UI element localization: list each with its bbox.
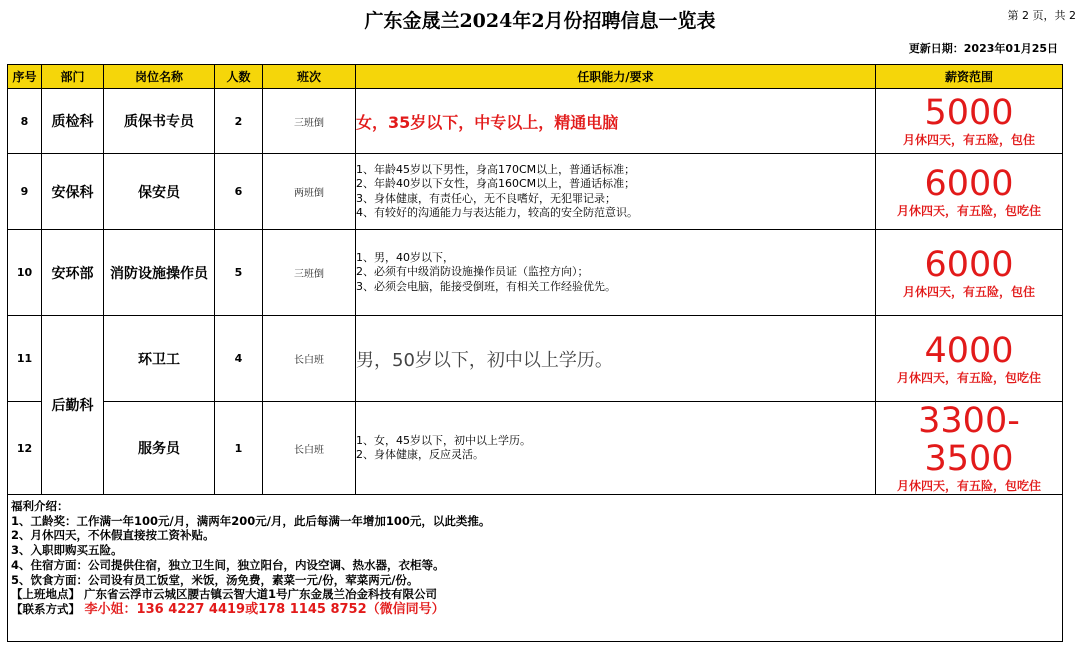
requirement-line: 2、必须有中级消防设施操作员证（监控方向）； bbox=[356, 265, 589, 279]
header-shift: 班次 bbox=[263, 65, 356, 89]
row-num: 11 bbox=[8, 316, 42, 402]
row-shift: 三班倒 bbox=[263, 89, 356, 154]
row-count: 6 bbox=[215, 154, 263, 230]
row-num: 8 bbox=[8, 89, 42, 154]
requirement-line: 3、身体健康，有责任心，无不良嗜好，无犯罪记录； bbox=[356, 191, 616, 205]
row-requirements: 男，50岁以下，初中以上学历。 bbox=[356, 316, 876, 402]
row-count: 2 bbox=[215, 89, 263, 154]
salary-amount: 6000 bbox=[924, 244, 1014, 285]
benefit-item: 2、月休四天，不休假直接按工资补贴。 bbox=[11, 528, 215, 543]
header-salary: 薪资范围 bbox=[876, 65, 1063, 89]
salary-amount: 4000 bbox=[924, 330, 1014, 371]
salary-amount: 3300-3500 bbox=[918, 401, 1020, 479]
header-dept: 部门 bbox=[42, 65, 104, 89]
row-num: 12 bbox=[8, 402, 42, 495]
salary-amount: 5000 bbox=[924, 93, 1014, 133]
requirement-line: 1、女，45岁以下，初中以上学历。 bbox=[356, 433, 531, 447]
row-dept: 安保科 bbox=[42, 154, 104, 230]
row-salary bbox=[876, 230, 1063, 316]
requirement-line: 4、有较好的沟通能力与表达能力，较高的安全防范意识。 bbox=[356, 206, 638, 219]
work-address: 【上班地点】 广东省云浮市云城区腰古镇云智大道1号广东金晟兰冶金科技有限公司 bbox=[11, 587, 438, 602]
table-row bbox=[8, 89, 1063, 154]
row-num: 9 bbox=[8, 154, 42, 230]
contact-line bbox=[11, 602, 1059, 618]
row-salary bbox=[876, 154, 1063, 230]
row-count: 1 bbox=[215, 402, 263, 495]
requirement-line: 3、必须会电脑，能接受倒班，有相关工作经验优先。 bbox=[356, 279, 616, 293]
row-shift: 两班倒 bbox=[263, 154, 356, 230]
contact-label: 【联系方式】 bbox=[11, 601, 80, 616]
table-row bbox=[8, 230, 1063, 316]
recruitment-table bbox=[7, 64, 1063, 642]
row-position: 环卫工 bbox=[104, 316, 215, 402]
row-requirements bbox=[356, 154, 876, 230]
requirement-line: 1、男，40岁以下， bbox=[356, 250, 454, 264]
table-header-row bbox=[8, 65, 1063, 89]
header-num: 序号 bbox=[8, 65, 42, 89]
row-shift: 长白班 bbox=[263, 316, 356, 402]
row-salary bbox=[876, 316, 1063, 402]
contact-value: 李小姐：136 4227 4419或178 1145 8752（微信同号） bbox=[80, 601, 445, 617]
salary-note: 月休四天，有五险，包吃住 bbox=[896, 479, 1041, 493]
header-position: 岗位名称 bbox=[104, 65, 215, 89]
requirement-line: 2、身体健康，反应灵活。 bbox=[356, 448, 484, 461]
row-count: 4 bbox=[215, 316, 263, 402]
row-salary bbox=[876, 402, 1063, 495]
benefit-item: 1、工龄奖：工作满一年100元/月，满两年200元/月，此后每满一年增加100元，以此类推。 bbox=[11, 513, 491, 528]
benefit-item: 4、住宿方面：公司提供住宿，独立卫生间，独立阳台，内设空调、热水器，衣柜等。 bbox=[11, 557, 445, 572]
benefit-item: 5、饮食方面：公司设有员工饭堂，米饭，汤免费，素菜一元/份，荤菜两元/份。 bbox=[11, 572, 419, 587]
salary-note: 月休四天，有五险，包吃住 bbox=[896, 370, 1041, 385]
row-position: 保安员 bbox=[104, 154, 215, 230]
row-dept: 质检科 bbox=[42, 89, 104, 154]
page-title: 广东金晟兰2024年2月份招聘信息一览表 bbox=[364, 10, 716, 32]
requirement-line: 2、年龄40岁以下女性，身高160CM以上，普通话标准； bbox=[356, 177, 636, 190]
benefits-section bbox=[8, 495, 1063, 642]
row-num: 10 bbox=[8, 230, 42, 316]
row-dept: 后勤科 bbox=[42, 316, 104, 495]
header-requirements: 任职能力/要求 bbox=[356, 65, 876, 89]
benefits-title: 福利介绍： bbox=[11, 499, 69, 513]
row-shift: 长白班 bbox=[263, 402, 356, 495]
row-position: 质保书专员 bbox=[104, 89, 215, 154]
row-count: 5 bbox=[215, 230, 263, 316]
row-requirements: 女，35岁以下，中专以上，精通电脑 bbox=[356, 89, 876, 154]
row-dept: 安环部 bbox=[42, 230, 104, 316]
update-date: 更新日期：2023年01月25日 bbox=[908, 42, 1058, 55]
row-requirements bbox=[356, 402, 876, 495]
table-row bbox=[8, 402, 1063, 495]
salary-note: 月休四天，有五险，包住 bbox=[902, 133, 1035, 147]
header-count: 人数 bbox=[215, 65, 263, 89]
table-row bbox=[8, 154, 1063, 230]
row-position: 服务员 bbox=[104, 402, 215, 495]
benefit-item: 3、入职即购买五险。 bbox=[11, 543, 123, 558]
salary-amount: 6000 bbox=[924, 163, 1014, 204]
row-requirements bbox=[356, 230, 876, 316]
requirement-line: 1、年龄45岁以下男性，身高170CM以上，普通话标准； bbox=[356, 162, 636, 176]
table-row bbox=[8, 316, 1063, 402]
row-shift: 三班倒 bbox=[263, 230, 356, 316]
benefits-row bbox=[8, 495, 1063, 642]
row-salary bbox=[876, 89, 1063, 154]
row-position: 消防设施操作员 bbox=[104, 230, 215, 316]
salary-note: 月休四天，有五险，包吃住 bbox=[896, 203, 1041, 218]
page-indicator: 第 2 页，共 2 bbox=[1007, 9, 1076, 22]
salary-note: 月休四天，有五险，包住 bbox=[902, 284, 1035, 299]
